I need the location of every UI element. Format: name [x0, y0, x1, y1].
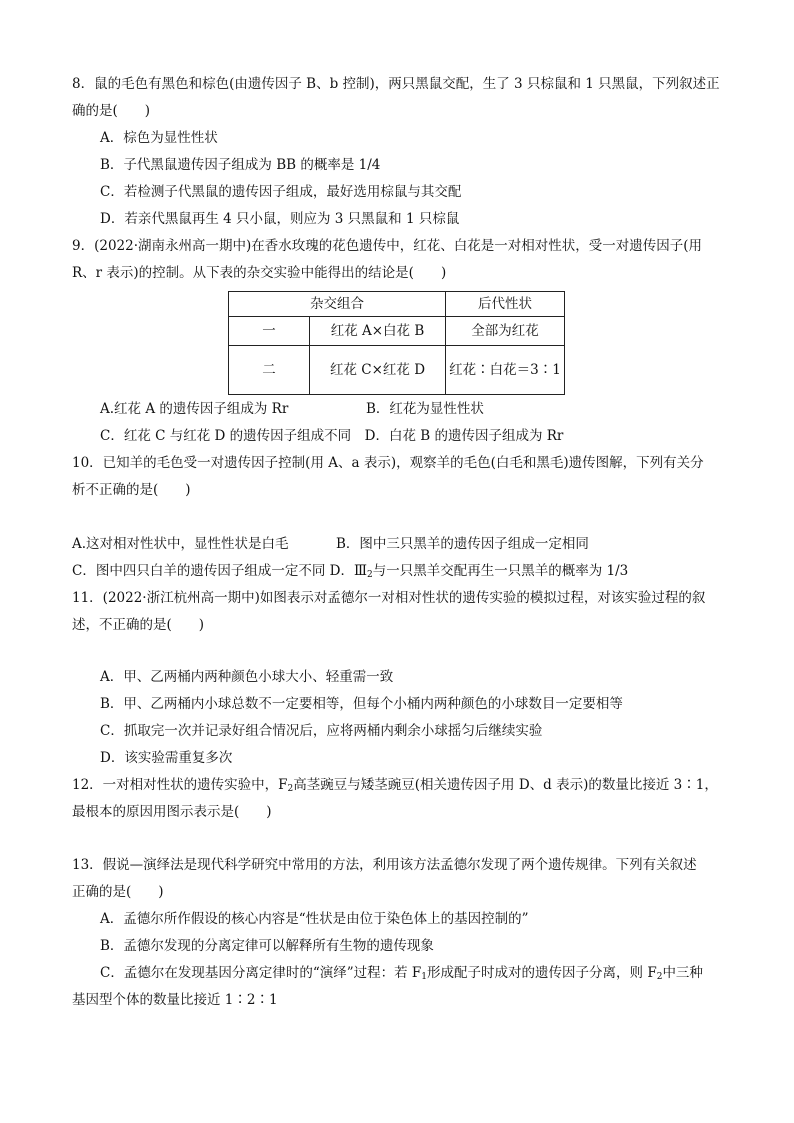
q11-option-b: B．甲、乙两桶内小球总数不一定要相等，但每个小桶内两种颜色的小球数目一定要相等: [100, 696, 623, 712]
table-header-cross: 杂交组合: [229, 292, 446, 317]
q13-option-a: A．孟德尔所作假设的核心内容是“性状是由位于染色体上的基因控制的”: [100, 911, 529, 927]
q11-stem-line2: 述，不正确的是( ): [72, 617, 205, 633]
table-row: [229, 346, 565, 395]
q12-stem-text: 12．一对相对性状的遗传实验中，F: [72, 777, 288, 793]
q8-option-c: C．若检测子代黑鼠的遗传因子组成，最好选用棕鼠与其交配: [100, 184, 462, 200]
q10-option-cd: [72, 562, 628, 584]
q11-stem-line1: 11．(2022·浙江杭州高一期中)如图表示对孟德尔一对相对性状的遗传实验的模拟过程，对该实验过程的叙: [72, 590, 706, 606]
q12-stem-text-end: 高茎豌豆与矮茎豌豆(相关遗传因子用 D、d 表示)的数量比接近 3∶1，: [293, 777, 718, 793]
q13-option-c-text-end: 中三种: [662, 965, 703, 981]
table-cell-result: 全部为红花: [446, 317, 565, 346]
subscript: 2: [656, 972, 663, 982]
q10-stem-line2: 析不正确的是( ): [72, 482, 191, 498]
table-row: [229, 317, 565, 346]
table-cell-cross: 红花 A×白花 B: [310, 317, 446, 346]
q11-option-c: C．抓取完一次并记录好组合情况后，应将两桶内剩余小球摇匀后继续实验: [100, 723, 543, 739]
q12-stem-line1: [72, 776, 718, 798]
subscript: 2: [287, 784, 294, 794]
cross-experiment-table: [228, 291, 565, 395]
table-cell-result: 红花∶白花＝3∶1: [446, 346, 565, 395]
table-cell-cross: 红花 C×红花 D: [310, 346, 446, 395]
q8-option-d: D．若亲代黑鼠再生 4 只小鼠，则应为 3 只黑鼠和 1 只棕鼠: [100, 211, 460, 227]
q12-stem-line2: 最根本的原因用图示表示是( ): [72, 804, 272, 820]
q9-option-b: B．红花为显性性状: [366, 401, 484, 417]
q13-option-c-text-mid: 形成配子时成对的遗传因子分离，则 F: [427, 965, 657, 981]
q13-stem-line2: 正确的是( ): [72, 884, 164, 900]
q10-option-cd-text-end: 与一只黑羊交配再生一只黑羊的概率为 1/3: [372, 563, 629, 579]
q11-option-a: A．甲、乙两桶内两种颜色小球大小、轻重需一致: [100, 669, 394, 685]
q11-option-d: D．该实验需重复多次: [100, 750, 233, 766]
q8-stem-line1: 8．鼠的毛色有黑色和棕色(由遗传因子 B、b 控制)，两只黑鼠交配，生了 3 只棕鼠和 1 只黑鼠，下列叙述正: [72, 76, 720, 92]
q13-option-b: B．孟德尔发现的分离定律可以解释所有生物的遗传现象: [100, 938, 434, 954]
subscript: 2: [366, 570, 373, 580]
q13-option-c-line2: 基因型个体的数量比接近 1∶2∶1: [72, 992, 278, 1008]
q10-option-a: A.这对相对性状中，显性性状是白毛: [72, 536, 289, 552]
q9-option-a: A.红花 A 的遗传因子组成为 Rr: [100, 401, 289, 417]
q9-stem-line2: R、r 表示)的控制。从下表的杂交实验中能得出的结论是( ): [72, 265, 447, 281]
q13-stem-line1: 13．假说—演绎法是现代科学研究中常用的方法，利用该方法孟德尔发现了两个遗传规律。下列有关叙述: [72, 857, 697, 873]
table-cell-id: 一: [229, 317, 310, 346]
q8-option-a: A．棕色为显性性状: [100, 130, 218, 146]
table-header-offspring: 后代性状: [446, 292, 565, 317]
q13-option-c-line1: [100, 964, 703, 986]
q10-option-b: B．图中三只黑羊的遗传因子组成一定相同: [336, 536, 589, 552]
q10-stem-line1: 10．已知羊的毛色受一对遗传因子控制(用 A、a 表示)，观察羊的毛色(白毛和黑毛)遗传图解，下列有关分: [72, 455, 704, 471]
q8-stem-line2: 确的是( ): [72, 103, 151, 119]
q10-option-cd-text: C．图中四只白羊的遗传因子组成一定不同 D．Ⅲ: [72, 563, 367, 579]
q8-option-b: B．子代黑鼠遗传因子组成为 BB 的概率是 1/4: [100, 157, 381, 173]
q9-option-cd: C．红花 C 与红花 D 的遗传因子组成不同 D．白花 B 的遗传因子组成为 Rr: [100, 428, 564, 444]
table-cell-id: 二: [229, 346, 310, 395]
q9-stem-line1: 9．(2022·湖南永州高一期中)在香水玫瑰的花色遗传中，红花、白花是一对相对性状，受一对遗传因子(用: [72, 238, 703, 254]
q13-option-c-text: C．孟德尔在发现基因分离定律时的“演绎”过程：若 F: [100, 965, 422, 981]
subscript: 1: [421, 972, 428, 982]
